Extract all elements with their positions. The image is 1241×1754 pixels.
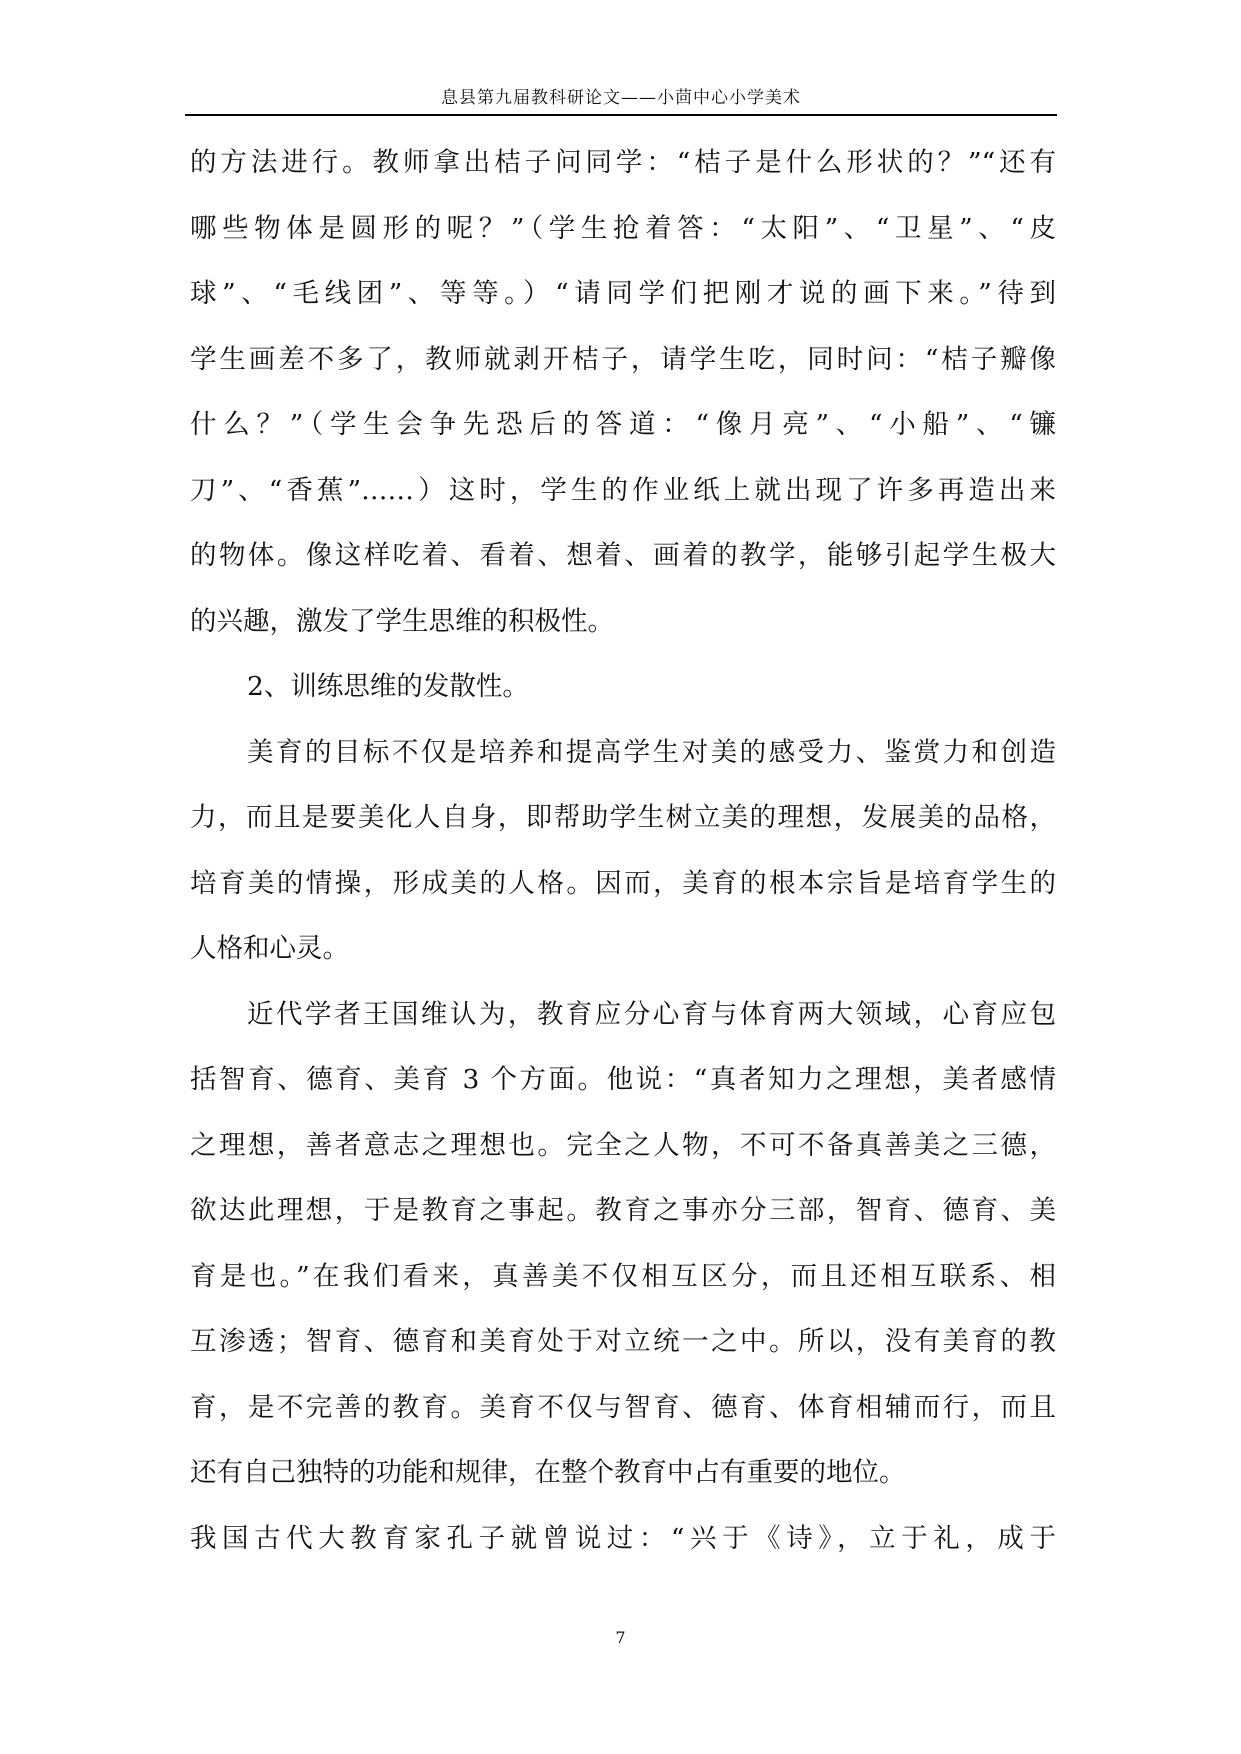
text-line: 什么？”（学生会争先恐后的答道：“像月亮”、“小船”、“镰 bbox=[190, 409, 1056, 440]
text-line: 刀”、“香蕉”……）这时，学生的作业纸上就出现了许多再造出来 bbox=[190, 474, 1056, 506]
text-line: 的物体。像这样吃着、看着、想着、画着的教学，能够引起学生极大 bbox=[190, 540, 1056, 571]
running-header: 息县第九届教科研论文——小茴中心小学美术 bbox=[441, 88, 801, 108]
text-line: 美育的目标不仅是培养和提高学生对美的感受力、鉴赏力和创造 bbox=[247, 736, 1056, 768]
text-line: 球”、“毛线团”、等等。）“请同学们把刚才说的画下来。”待到 bbox=[190, 278, 1056, 309]
text-line: 力，而且是要美化人自身，即帮助学生树立美的理想，发展美的品格， bbox=[190, 802, 1056, 833]
text-line: 育是也。”在我们看来，真善美不仅相互区分，而且还相互联系、相 bbox=[190, 1260, 1056, 1292]
text-line: 近代学者王国维认为，教育应分心育与体育两大领域，心育应包 bbox=[247, 998, 1056, 1030]
text-line: 欲达此理想，于是教育之事起。教育之事亦分三部，智育、德育、美 bbox=[190, 1195, 1056, 1226]
text-line: 我国古代大教育家孔子就曾说过：“兴于《诗》，立于礼，成于 bbox=[190, 1522, 1056, 1554]
text-line: 的方法进行。教师拿出桔子问同学：“桔子是什么形状的？”“还有 bbox=[190, 147, 1056, 178]
text-line: 还有自己独特的功能和规律，在整个教育中占有重要的地位。 bbox=[190, 1457, 906, 1488]
text-line: 人格和心灵。 bbox=[190, 933, 349, 964]
document-body bbox=[190, 130, 1056, 1571]
text-line: 培育美的情操，形成美的人格。因而，美育的根本宗旨是培育学生的 bbox=[190, 867, 1056, 899]
text-line: 括智育、德育、美育 3 个方面。他说：“真者知力之理想，美者感情 bbox=[190, 1064, 1056, 1095]
text-line: 互渗透；智育、德育和美育处于对立统一之中。所以，没有美育的教 bbox=[190, 1326, 1056, 1357]
text-line: 学生画差不多了，教师就剥开桔子，请学生吃，同时问：“桔子瓣像 bbox=[190, 343, 1056, 375]
text-line: 育，是不完善的教育。美育不仅与智育、德育、体育相辅而行，而且 bbox=[190, 1391, 1056, 1423]
header-rule bbox=[185, 114, 1057, 116]
text-line: 哪些物体是圆形的呢？”（学生抢着答：“太阳”、“卫星”、“皮 bbox=[190, 212, 1056, 244]
text-line: 之理想，善者意志之理想也。完全之人物，不可不备真善美之三德， bbox=[190, 1129, 1056, 1161]
page-number: 7 bbox=[615, 1628, 626, 1647]
section-heading: 2、训练思维的发散性。 bbox=[247, 671, 529, 702]
text-line: 的兴趣，激发了学生思维的积极性。 bbox=[190, 605, 614, 637]
